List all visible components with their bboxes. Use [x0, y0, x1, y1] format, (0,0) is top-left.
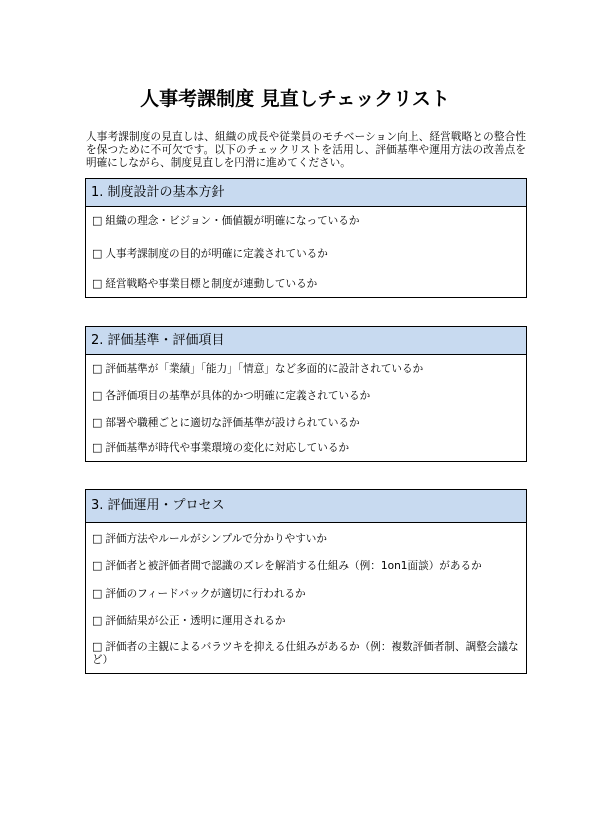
checklist-item[interactable]: [86, 559, 526, 573]
section-evaluation-process: [85, 489, 527, 674]
section-evaluation-criteria: [85, 326, 527, 462]
checkbox-icon[interactable]: [92, 560, 105, 572]
intro-paragraph: 人事考課制度の見直しは、組織の成長や従業員のモチベーション向上、経営戦略との整合性を保つために不可欠です。以下のチェックリストを活用し、評価基準や運用方法の改善点を明確にしながら、制度見直しを円滑に進めてください。: [86, 131, 526, 169]
checkbox-icon[interactable]: [92, 278, 105, 290]
checklist-item[interactable]: [86, 247, 526, 261]
checklist-item[interactable]: [86, 587, 526, 601]
checklist-item-label: 人事考課制度の目的が明確に定義されているか: [105, 248, 328, 260]
checklist-item[interactable]: [86, 614, 526, 628]
checklist-item-label: 経営戦略や事業目標と制度が連動しているか: [105, 278, 318, 290]
checklist-item[interactable]: [86, 277, 526, 291]
checklist-item[interactable]: [86, 362, 526, 376]
checkbox-icon[interactable]: [92, 615, 105, 627]
checklist-item-label: 評価のフィードバックが適切に行われるか: [105, 588, 306, 600]
checkbox-icon[interactable]: [92, 442, 105, 454]
page-title: 人事考課制度 見直しチェックリスト: [140, 88, 450, 110]
checkbox-icon[interactable]: [92, 215, 105, 227]
checkbox-icon[interactable]: [92, 390, 105, 402]
checkbox-icon[interactable]: [92, 533, 105, 545]
checkbox-icon[interactable]: [92, 363, 105, 375]
checklist-item-label: 評価基準が「業績」「能力」「情意」など多面的に設計されているか: [105, 363, 424, 375]
checkbox-icon[interactable]: [92, 248, 105, 260]
checkbox-icon[interactable]: [92, 641, 105, 653]
checklist-item-label: 評価結果が公正・透明に運用されるか: [105, 615, 286, 627]
checklist-item-label: 各評価項目の基準が具体的かつ明確に定義されているか: [105, 390, 371, 402]
checklist-item[interactable]: [86, 389, 526, 403]
checklist-item[interactable]: [86, 214, 526, 228]
checkbox-icon[interactable]: [92, 588, 105, 600]
checklist-item[interactable]: [86, 532, 526, 546]
section-basic-policy: [85, 178, 527, 298]
checklist-item-label: 組織の理念・ビジョン・価値観が明確になっているか: [105, 215, 360, 227]
checklist-item[interactable]: [86, 416, 526, 430]
section-heading: 1. 制度設計の基本方針: [86, 179, 526, 207]
checklist-item-label: 部署や職種ごとに適切な評価基準が設けられているか: [105, 417, 360, 429]
checklist-item-label: 評価者と被評価者間で認識のズレを解消する仕組み（例：1on1面談）があるか: [105, 560, 482, 572]
checklist-item-label: 評価基準が時代や事業環境の変化に対応しているか: [105, 442, 350, 454]
section-heading: 3. 評価運用・プロセス: [86, 490, 526, 523]
checkbox-icon[interactable]: [92, 417, 105, 429]
checklist-item-label: 評価方法やルールがシンプルで分かりやすいか: [105, 533, 327, 545]
checklist-item-label: 評価者の主観によるバラツキを抑える仕組みがあるか（例：複数評価者制、調整会議など）: [92, 641, 519, 666]
section-heading: 2. 評価基準・評価項目: [86, 327, 526, 355]
checklist-item[interactable]: [86, 441, 526, 455]
checklist-item[interactable]: [86, 640, 526, 667]
